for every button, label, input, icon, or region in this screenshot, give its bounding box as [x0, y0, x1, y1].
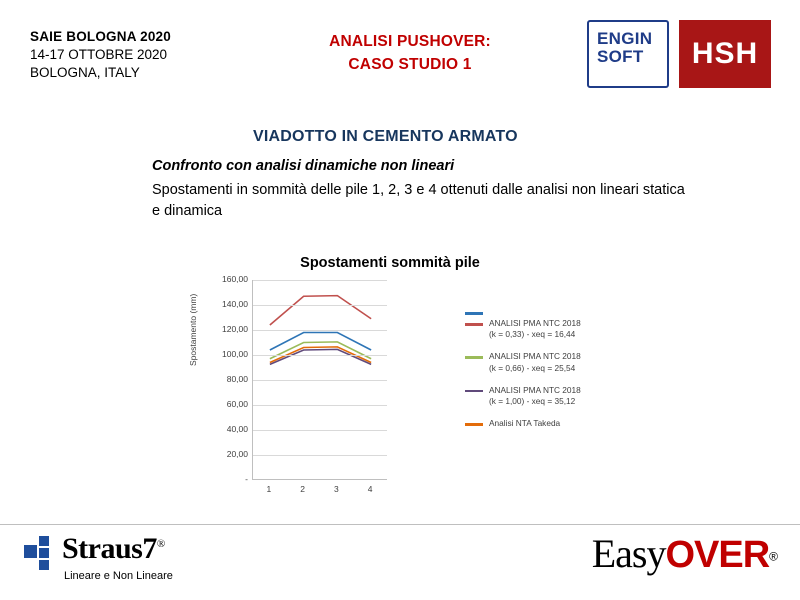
chart-y-tick: 60,00	[226, 399, 248, 409]
chart-legend-item	[465, 418, 625, 429]
chart	[190, 245, 620, 510]
straus7-tagline: Lineare e Non Lineare	[64, 570, 173, 582]
chart-x-tick: 2	[300, 484, 305, 494]
chart-y-tick: 120,00	[222, 324, 248, 334]
chart-legend-item	[465, 385, 625, 407]
chart-y-tick: 140,00	[222, 299, 248, 309]
chart-legend-swatch	[465, 323, 483, 326]
chart-y-axis-ticks	[202, 274, 248, 484]
chart-gridline	[253, 355, 387, 356]
easyover-over-text: OVER	[665, 534, 770, 576]
chart-gridline	[253, 430, 387, 431]
chart-legend-label: ANALISI PMA NTC 2018	[489, 384, 581, 395]
easyover-easy-text: Easy	[591, 531, 666, 576]
chart-x-tick: 3	[334, 484, 339, 494]
chart-legend-sublabel: (k = 0,33) - xeq = 16,44	[489, 329, 576, 340]
chart-legend-item	[465, 351, 625, 373]
easyover-registered-mark: ®	[769, 549, 778, 564]
chart-y-axis-label: Spostamento (mm)	[188, 293, 198, 366]
chart-legend-swatch	[465, 423, 483, 426]
chart-y-tick: 20,00	[226, 449, 248, 459]
chart-legend-sublabel: (k = 0,66) - xeq = 25,54	[489, 362, 576, 373]
hsh-logo	[679, 20, 771, 88]
chart-y-tick: 80,00	[226, 374, 248, 384]
chart-y-tick: -	[245, 474, 248, 484]
footer-divider	[0, 524, 800, 525]
easyover-logo	[592, 530, 778, 582]
chart-gridline	[253, 305, 387, 306]
slide-header	[0, 0, 800, 110]
enginsoft-logo-line-1: ENGIN	[597, 29, 653, 48]
event-location: BOLOGNA, ITALY	[30, 65, 140, 81]
chart-legend-label: ANALISI PMA NTC 2018	[489, 318, 581, 328]
straus7-word-text: Straus7	[62, 532, 157, 565]
chart-legend-swatch	[465, 312, 483, 315]
chart-plot-box	[252, 280, 387, 480]
event-info	[30, 28, 171, 83]
chart-legend	[465, 307, 625, 440]
chart-gridline	[253, 330, 387, 331]
chart-x-tick: 4	[367, 484, 373, 494]
section-title: VIADOTTO IN CEMENTO ARMATO	[253, 128, 518, 145]
chart-y-tick: 40,00	[226, 424, 248, 434]
chart-gridline	[253, 455, 387, 456]
slide-title	[265, 30, 555, 77]
content-paragraph: Spostamenti in sommità delle pile 1, 2, 3 e 4 ottenuti dalle analisi non lineari statica e dinamica	[152, 182, 685, 220]
chart-gridline	[253, 380, 387, 381]
chart-gridline	[253, 280, 387, 281]
straus7-registered-mark: ®	[156, 538, 165, 550]
chart-legend-sublabel: (k = 1,00) - xeq = 35,12	[489, 395, 576, 406]
event-dates: 14-17 OTTOBRE 2020	[30, 47, 168, 63]
chart-legend-swatch	[465, 390, 483, 393]
chart-x-tick: 1	[266, 484, 272, 494]
chart-legend-label: ANALISI PMA NTC 2018	[489, 351, 581, 362]
chart-plot-area	[188, 274, 450, 500]
straus7-logo	[24, 532, 294, 588]
enginsoft-logo-line-2: SOFT	[597, 47, 644, 67]
enginsoft-logo	[587, 20, 669, 88]
straus7-wordmark	[62, 532, 165, 566]
event-name: SAIE BOLOGNA 2020	[30, 29, 171, 44]
chart-y-tick: 160,00	[222, 274, 248, 284]
slide-title-line-1: ANALISI PUSHOVER:	[329, 33, 491, 50]
chart-y-tick: 100,00	[222, 349, 248, 359]
straus7-mark-icon	[24, 536, 58, 570]
chart-gridline	[253, 405, 387, 406]
slide-title-line-2: CASO STUDIO 1	[348, 56, 472, 74]
hsh-logo-label: HSH	[691, 37, 759, 70]
chart-legend-item	[465, 318, 625, 340]
chart-title: Spostamenti sommità pile	[300, 255, 480, 271]
chart-legend-label: Analisi NTA Takeda	[489, 418, 561, 429]
chart-legend-swatch	[465, 356, 483, 359]
content-subtitle: Confronto con analisi dinamiche non lineari	[152, 158, 455, 174]
chart-series-line	[270, 296, 371, 325]
